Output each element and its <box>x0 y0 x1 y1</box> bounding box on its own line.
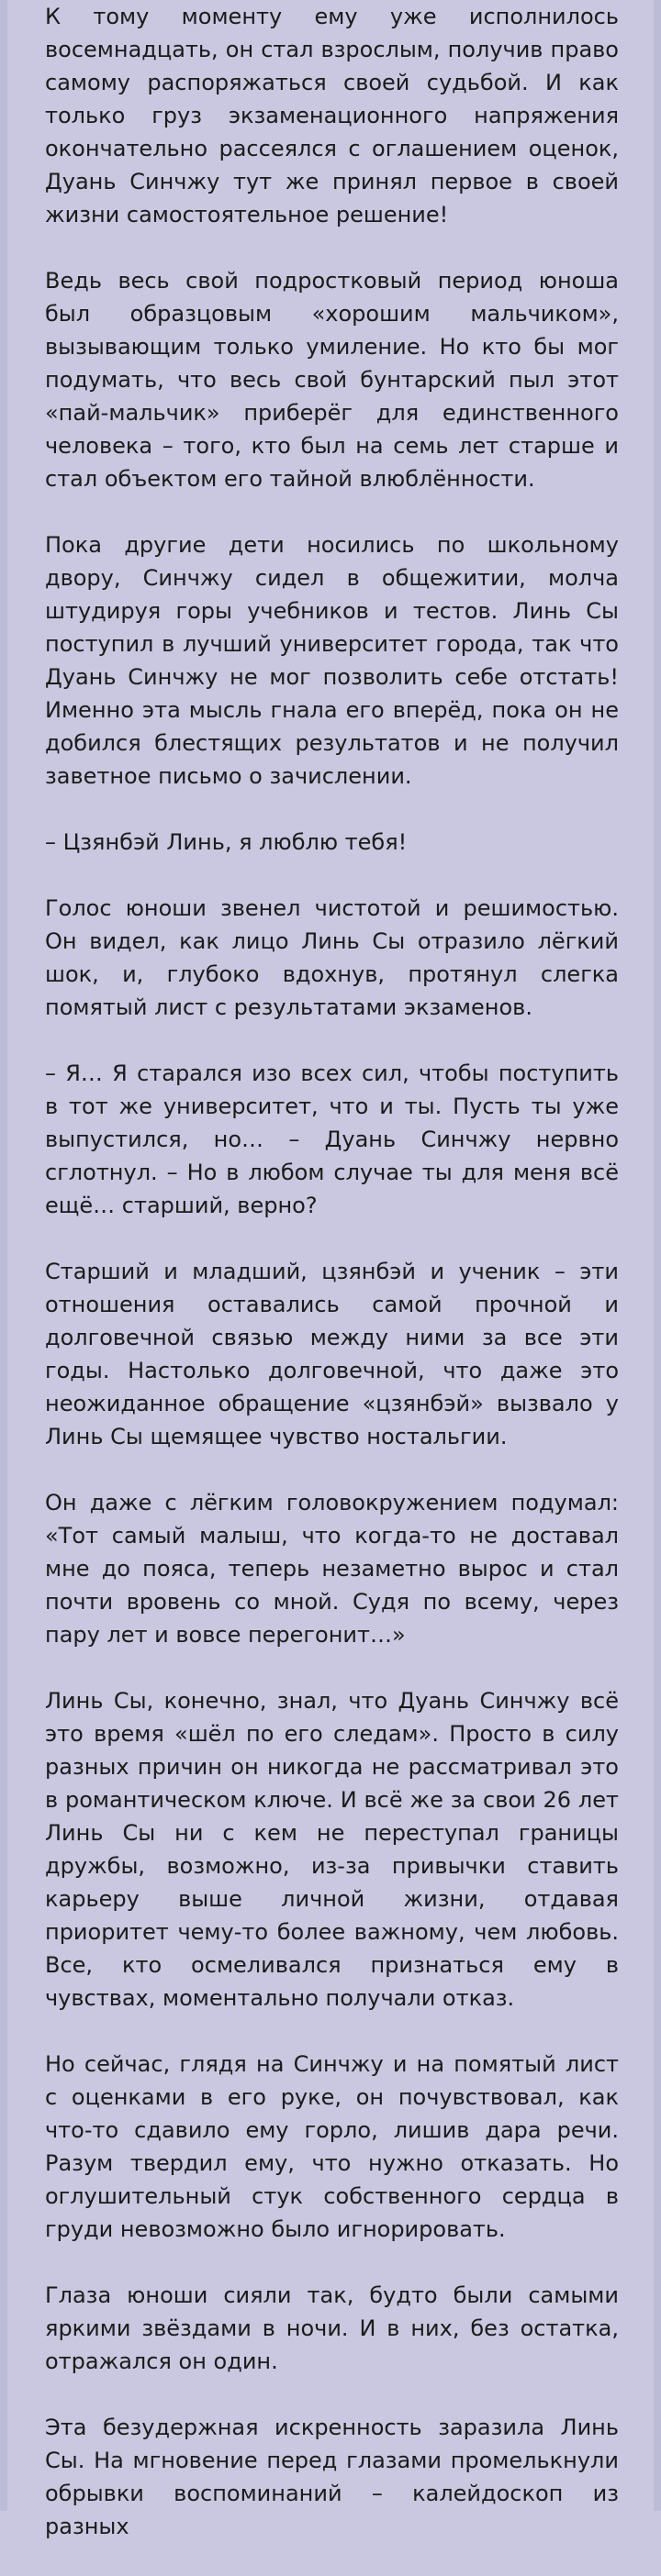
left-page-edge <box>0 0 7 2511</box>
paragraph-8: Он даже с лёгким головокружением подумал: «Тот самый малыш, что когда-то не доставал мне до пояса, теперь незаметно вырос и стал почти вровень со мной. Судя по всему, через пару лет и вовсе перегонит…» <box>45 1490 619 1648</box>
paragraph-12: Эта безудержная искренность заразила Линь Сы. На мгновение перед глазами промелькнули обрывки воспоминаний – калейдоскоп из разных <box>45 2415 619 2539</box>
paragraph-6: – Я… Я старался изо всех сил, чтобы поступить в тот же университет, что и ты. Пусть ты уже выпустился, но… – Дуань Синчжу нервно сглотнул. – Но в любом случае ты для меня всё ещё… старший, верно? <box>45 1060 619 1218</box>
paragraph-4: – Цзянбэй Линь, я люблю тебя! <box>45 829 408 855</box>
right-page-edge <box>654 0 661 2511</box>
story-text <box>45 0 619 2576</box>
paragraph-5: Голос юноши звенел чистотой и решимостью. Он видел, как лицо Линь Сы отразило лёгкий шок, и, глубоко вдохнув, протянул слегка помятый лист с результатами экзаменов. <box>45 895 619 1020</box>
paragraph-9: Линь Сы, конечно, знал, что Дуань Синчжу всё это время «шёл по его следам». Просто в силу разных причин он никогда не рассматривал это в романтическом ключе. И всё же за свои 26 лет Линь Сы ни с кем не переступал границы дружбы, возможно, из-за привычки ставить карьеру выше личной жизни, отдавая приоритет чему-то более важному, чем любовь. Все, кто осмеливался признаться ему в чувствах, моментально получали отказ. <box>45 1688 619 2011</box>
paragraph-10: Но сейчас, глядя на Синчжу и на помятый лист с оценками в его руке, он почувствовал, как что-то сдавило ему горло, лишив дара речи. Разум твердил ему, что нужно отказать. Но оглушительный стук собственного сердца в груди невозможно было игнорировать. <box>45 2051 619 2242</box>
paragraph-7: Старший и младший, цзянбэй и ученик – эти отношения оставались самой прочной и долговечной связью между ними за все эти годы. Настолько долговечной, что даже это неожиданное обращение «цзянбэй» вызвало у Линь Сы щемящее чувство ностальгии. <box>45 1259 619 1449</box>
paragraph-3: Пока другие дети носились по школьному двору, Синчжу сидел в общежитии, молча штудируя горы учебников и тестов. Линь Сы поступил в лучший университет города, так что Дуань Синчжу не мог позволить себе отстать! Именно эта мысль гнала его вперёд, пока он не добился блестящих результатов и не получил заветное письмо о зачислении. <box>45 532 619 789</box>
paragraph-11: Глаза юноши сияли так, будто были самыми яркими звёздами в ночи. И в них, без остатка, отражался он один. <box>45 2282 619 2374</box>
paragraph-1: К тому моменту ему уже исполнилось восемнадцать, он стал взрослым, получив право самому распоряжаться своей судьбой. И как только груз экзаменационного напряжения окончательно рассеялся с оглашением оценок, Дуань Синчжу тут же принял первое в своей жизни самостоятельное решение! <box>45 4 619 228</box>
paragraph-2: Ведь весь свой подростковый период юноша был образцовым «хорошим мальчиком», вызывающим только умиление. Но кто бы мог подумать, что весь свой бунтарский пыл этот «пай-мальчик» приберёг для единственного человека – того, кто был на семь лет старше и стал объектом его тайной влюблённости. <box>45 268 619 492</box>
